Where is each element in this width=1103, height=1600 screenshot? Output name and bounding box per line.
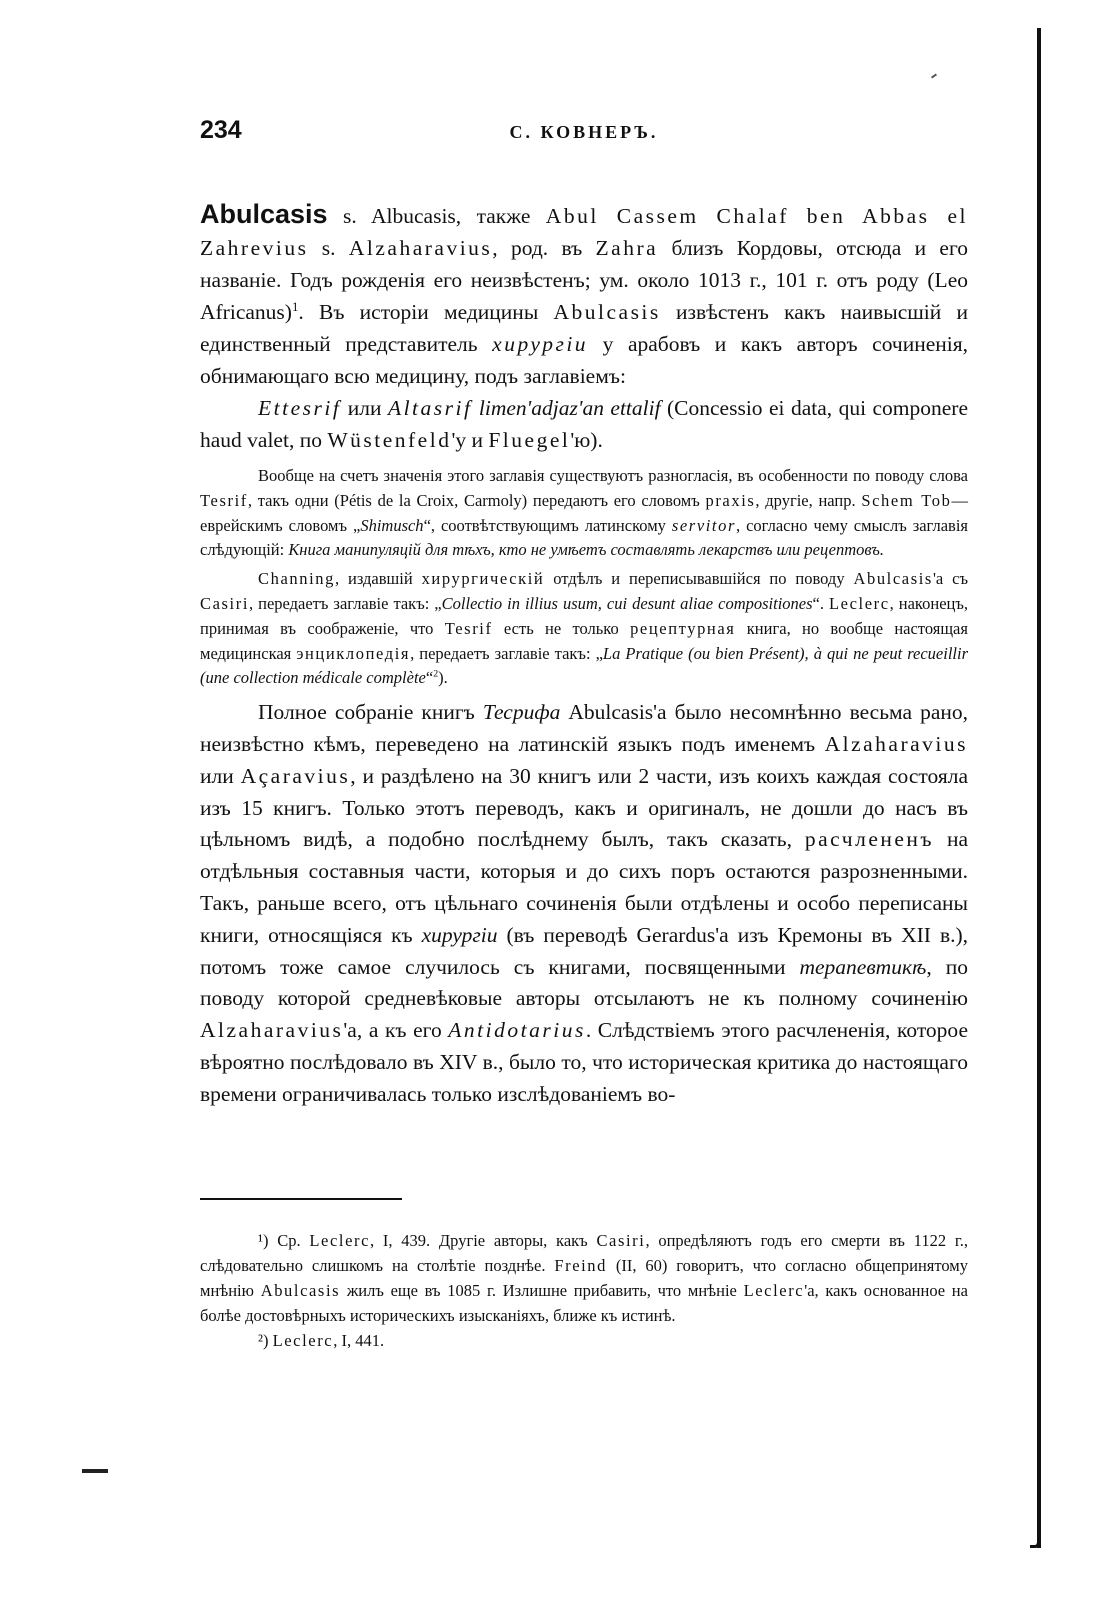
note-paragraph-channing-leclerc	[200, 567, 968, 691]
main-text	[200, 198, 968, 1111]
spaced-name: Tesrif	[444, 618, 493, 638]
spaced-word: энциклопедія	[296, 643, 411, 663]
spaced-name: Alzaharavius	[824, 731, 968, 756]
text-run: или	[200, 763, 241, 788]
footnote-divider	[200, 1198, 402, 1200]
text-run: жилъ еще въ 1085 г. Излишне прибавить, что мнѣніе	[340, 1281, 744, 1300]
text-run: (II, 60) говоритъ, что согласно общепринятому мнѣнію	[200, 1256, 968, 1300]
spaced-name: praxis	[705, 490, 756, 510]
spaced-word: рецептурная	[630, 618, 736, 638]
text-run: , передаетъ заглавіе такъ: „	[249, 593, 442, 613]
text-run: 'у и	[451, 428, 489, 452]
text-run: отдѣлъ и переписывавшійся по поводу	[544, 569, 854, 589]
text-run: есть не только	[492, 618, 631, 638]
text-run: на отдѣльныя составныя части, которыя и до сихъ поръ остаются разрозненными. Такъ, раньше всего, отъ цѣльнаго сочиненія были отдѣлены и особо переписаны книги, относящіяся къ	[200, 827, 968, 947]
text-run: , и раздѣлено на 30 книгъ или 2 части, изъ коихъ каждая состояла изъ 15 книгъ. Только этотъ переводъ, какъ и оригиналъ, не дошли до насъ въ цѣльномъ видѣ, а подобно послѣднему былъ, такъ сказать,	[200, 763, 968, 852]
text-run: Вообще на счетъ значенія этого заглавія существуютъ разногласія, въ особенности по поводу слова	[258, 466, 968, 485]
text-run: или	[341, 396, 388, 420]
text-run: 'а, а къ его	[343, 1018, 449, 1043]
text-run: у арабовъ и какъ авторъ сочиненія, обнимающаго всю медицину, подъ заглавіемъ:	[200, 332, 968, 388]
spaced-name: Abul Cassem Chalaf ben Abbas el Zahrevius	[200, 204, 968, 260]
scan-dash-mark	[82, 1469, 108, 1473]
text-run: s. Albucasis, также	[327, 204, 546, 228]
text-run: , такъ одни (Pétis de la Croix, Carmoly) передаютъ его словомъ	[247, 490, 706, 510]
text-run: Полное собраніе книгъ	[258, 700, 483, 725]
text-run: извѣстенъ какъ наивысшій и единственный представитель	[200, 300, 969, 356]
spaced-name: Freind	[554, 1256, 608, 1275]
text-run: 'а, какъ основанное на болѣе достовѣрныхъ историческихъ изысканіяхъ, ближе къ истинѣ.	[200, 1281, 968, 1325]
footnotes	[200, 1228, 968, 1353]
spaced-name: Abulcasis	[853, 569, 933, 589]
text-run: . Въ исторіи медицины	[298, 300, 554, 324]
footnote-1	[200, 1228, 968, 1328]
italic-quote: La Pratique (ou bien Présent), à qui ne peut recueillir (une collection médicale complète	[200, 643, 968, 688]
spaced-name: Casiri	[596, 1231, 646, 1250]
text-run: 'ю).	[570, 428, 603, 452]
spaced-name: Fluegel	[488, 428, 571, 452]
footnote-ref-1: 1	[291, 299, 299, 314]
footnote-marker: ²)	[258, 1331, 269, 1350]
text-run: (Concessio ei data, qui componere haud valet, по	[200, 396, 968, 452]
scan-speck	[931, 73, 937, 78]
headword: Abulcasis	[200, 199, 328, 229]
spaced-name: Wüstenfeld	[327, 428, 452, 452]
page-edge-hook	[1030, 1528, 1041, 1548]
spaced-name: Leclerc	[309, 1231, 371, 1250]
text-run: (въ переводѣ Gerardus'а изъ Кремоны въ XII в.), потомъ тоже самое случилось съ книгами, посвященными	[200, 922, 969, 979]
page-edge-line	[1037, 28, 1041, 1548]
spaced-word: хирургическій	[421, 569, 545, 589]
spaced-name: Açaravius	[240, 763, 351, 788]
spaced-name: Leclerc	[272, 1331, 334, 1350]
text-run: Abulcasis'а было несомнѣнно весьма рано, неизвѣстно кѣмъ, переведено на латинскій языкъ подъ именемъ	[200, 700, 968, 756]
text-run: , опредѣляютъ годъ его смерти въ 1122 г., слѣдовательно слишкомъ на столѣтіе позднѣе.	[200, 1231, 968, 1275]
spaced-name: Abulcasis	[553, 300, 661, 324]
spaced-name: Channing	[258, 569, 335, 589]
running-head: С. КОВНЕРЪ.	[509, 122, 659, 142]
spaced-name: Abulcasis	[260, 1281, 341, 1300]
spaced-name: Leclerc	[743, 1281, 805, 1300]
page-number: 234	[200, 116, 242, 144]
text-run: “	[425, 668, 434, 688]
page-header	[200, 116, 968, 150]
italic-term: servitor	[671, 515, 736, 535]
italic-term: хирургіи	[492, 332, 589, 356]
italic-title: limen'adjaz'an ettalif	[478, 396, 661, 420]
text-run: . Слѣдствіемъ этого расчлененія, которое вѣроятно послѣдовало въ XIV в., было то, что историческая критика до настоящаго времени ограничивалась только изслѣдованіемъ во-	[200, 1018, 968, 1106]
italic-term: терапевтикѣ	[799, 954, 927, 979]
text-run: , согласно чему смыслъ заглавія слѣдующій:	[200, 515, 968, 560]
italic-title: Тесрифа	[482, 700, 561, 725]
text-run: , род. въ	[492, 236, 596, 260]
italic-title: Antidotarius	[448, 1018, 586, 1043]
text-run: “.	[812, 593, 829, 613]
text-run: ).	[438, 668, 448, 688]
spaced-name: Zahra	[595, 236, 659, 260]
text-run: —еврейскимъ словомъ „	[200, 490, 969, 535]
text-run: s.	[308, 236, 349, 260]
text-run: близъ Кордовы, отсюда и его названіе. Годъ рожденія его неизвѣстенъ; ум. около 1013 г., 101 г. отъ роду (Leo Africanus)	[200, 236, 969, 324]
text-run: , другіе, напр.	[755, 490, 862, 510]
text-run: , наконецъ, принимая въ соображеніе, что	[200, 593, 968, 638]
text-run: , передаетъ заглавіе такъ: „	[410, 643, 603, 663]
footnote-2	[200, 1328, 968, 1353]
text-run: , I, 441.	[333, 1331, 385, 1350]
spaced-word: расчлененъ	[804, 827, 935, 852]
italic-translation: Книга манипуляцій для тѣхъ, кто не умѣетъ составлять лекарствъ или рецептовъ.	[288, 540, 884, 560]
paragraph-latin-translation	[200, 697, 968, 1110]
italic-term: Shimusch	[360, 515, 424, 535]
text-run: Ср.	[268, 1231, 310, 1250]
note-paragraph-title-meaning	[200, 464, 968, 563]
paragraph-abulcasis-intro	[200, 198, 968, 456]
footnote-marker: ¹)	[258, 1231, 269, 1250]
spaced-name: Casiri	[200, 593, 250, 613]
spaced-name: Alzaharavius	[348, 236, 493, 260]
text-run: , издавшій	[334, 569, 422, 589]
spaced-name: Leclerc	[829, 593, 890, 613]
text-run: книга, но вообще настоящая медицинская	[200, 618, 968, 663]
text-run: , по поводу которой средневѣковые авторы отсылаютъ не къ полному сочиненію	[200, 954, 968, 1011]
text-run: , I, 439. Другіе авторы, какъ	[370, 1231, 597, 1250]
italic-term: хирургіи	[421, 922, 498, 947]
text-run: “, соотвѣтствующимъ латинскому	[423, 515, 672, 535]
text-run: 'а съ	[932, 569, 968, 589]
spaced-name: Alzaharavius	[200, 1018, 344, 1043]
italic-title: Altasrif	[387, 396, 473, 420]
italic-quote: Collectio in illius usum, cui desunt aliae compositiones	[441, 593, 813, 613]
spaced-name: Schem Tob	[861, 490, 952, 510]
italic-title: Ettesrif	[258, 396, 342, 420]
spaced-name: Tesrif	[200, 490, 248, 510]
footnote-ref-2: 2	[433, 668, 439, 680]
